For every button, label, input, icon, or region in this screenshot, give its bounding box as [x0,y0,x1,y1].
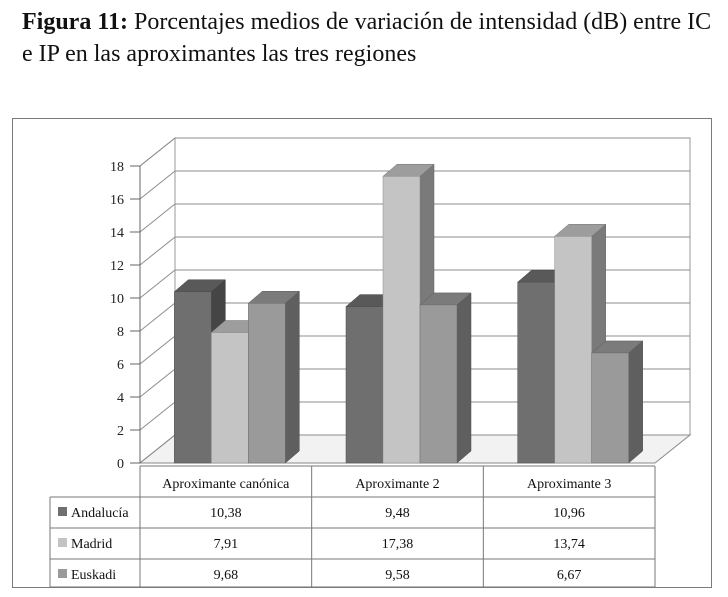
bar-front [592,353,629,463]
side-wall [140,138,175,463]
bar [248,291,299,463]
y-tick-label: 10 [110,292,124,307]
y-tick-label: 4 [117,391,124,406]
category-label: Aproximante 2 [355,477,440,492]
y-tick-label: 12 [110,259,124,274]
bar-front [420,305,457,463]
data-label: 13,74 [553,537,585,552]
y-tick-label: 2 [117,424,124,439]
y-tick-label: 16 [110,193,124,208]
figure-caption-label: Figura 11: [22,9,128,35]
category-label: Aproximante 3 [526,477,612,492]
figure-caption-text: Porcentajes medios de variación de intensidad (dB) entre IC e IP en las aproximantes las tres regiones [22,9,712,67]
y-tick-label: 18 [110,160,124,175]
bar-front [248,303,285,463]
data-label: 7,91 [213,537,239,552]
data-label: 6,67 [556,568,582,583]
bar-side [457,293,471,463]
bar [420,293,471,463]
data-label: 9,48 [385,506,410,521]
data-label: 9,58 [385,568,410,583]
legend-swatch [58,507,67,516]
series-name: Andalucía [71,506,129,521]
category-label: Aproximante canónica [162,477,290,492]
bar-front [518,282,555,463]
bar-side [629,341,643,463]
series-name: Euskadi [71,568,117,583]
bar-side [285,291,299,463]
y-tick-label: 14 [110,226,124,241]
legend-swatch [58,569,67,578]
bar-front [346,307,383,463]
y-tick-label: 8 [117,325,124,340]
y-tick-label: 0 [117,457,124,472]
bar [592,341,643,463]
y-tick-label: 6 [117,358,124,373]
legend-swatch [58,538,67,547]
series-name: Madrid [71,537,113,552]
bar-front [211,332,248,463]
data-label: 17,38 [381,537,414,552]
data-label: 9,68 [213,568,239,583]
bar-front [383,176,420,463]
data-label: 10,38 [210,506,242,521]
data-table [50,466,655,587]
bar-front [555,236,592,463]
data-label: 10,96 [553,506,585,521]
bar-front [174,292,211,463]
y-axis-ticks [110,160,140,472]
